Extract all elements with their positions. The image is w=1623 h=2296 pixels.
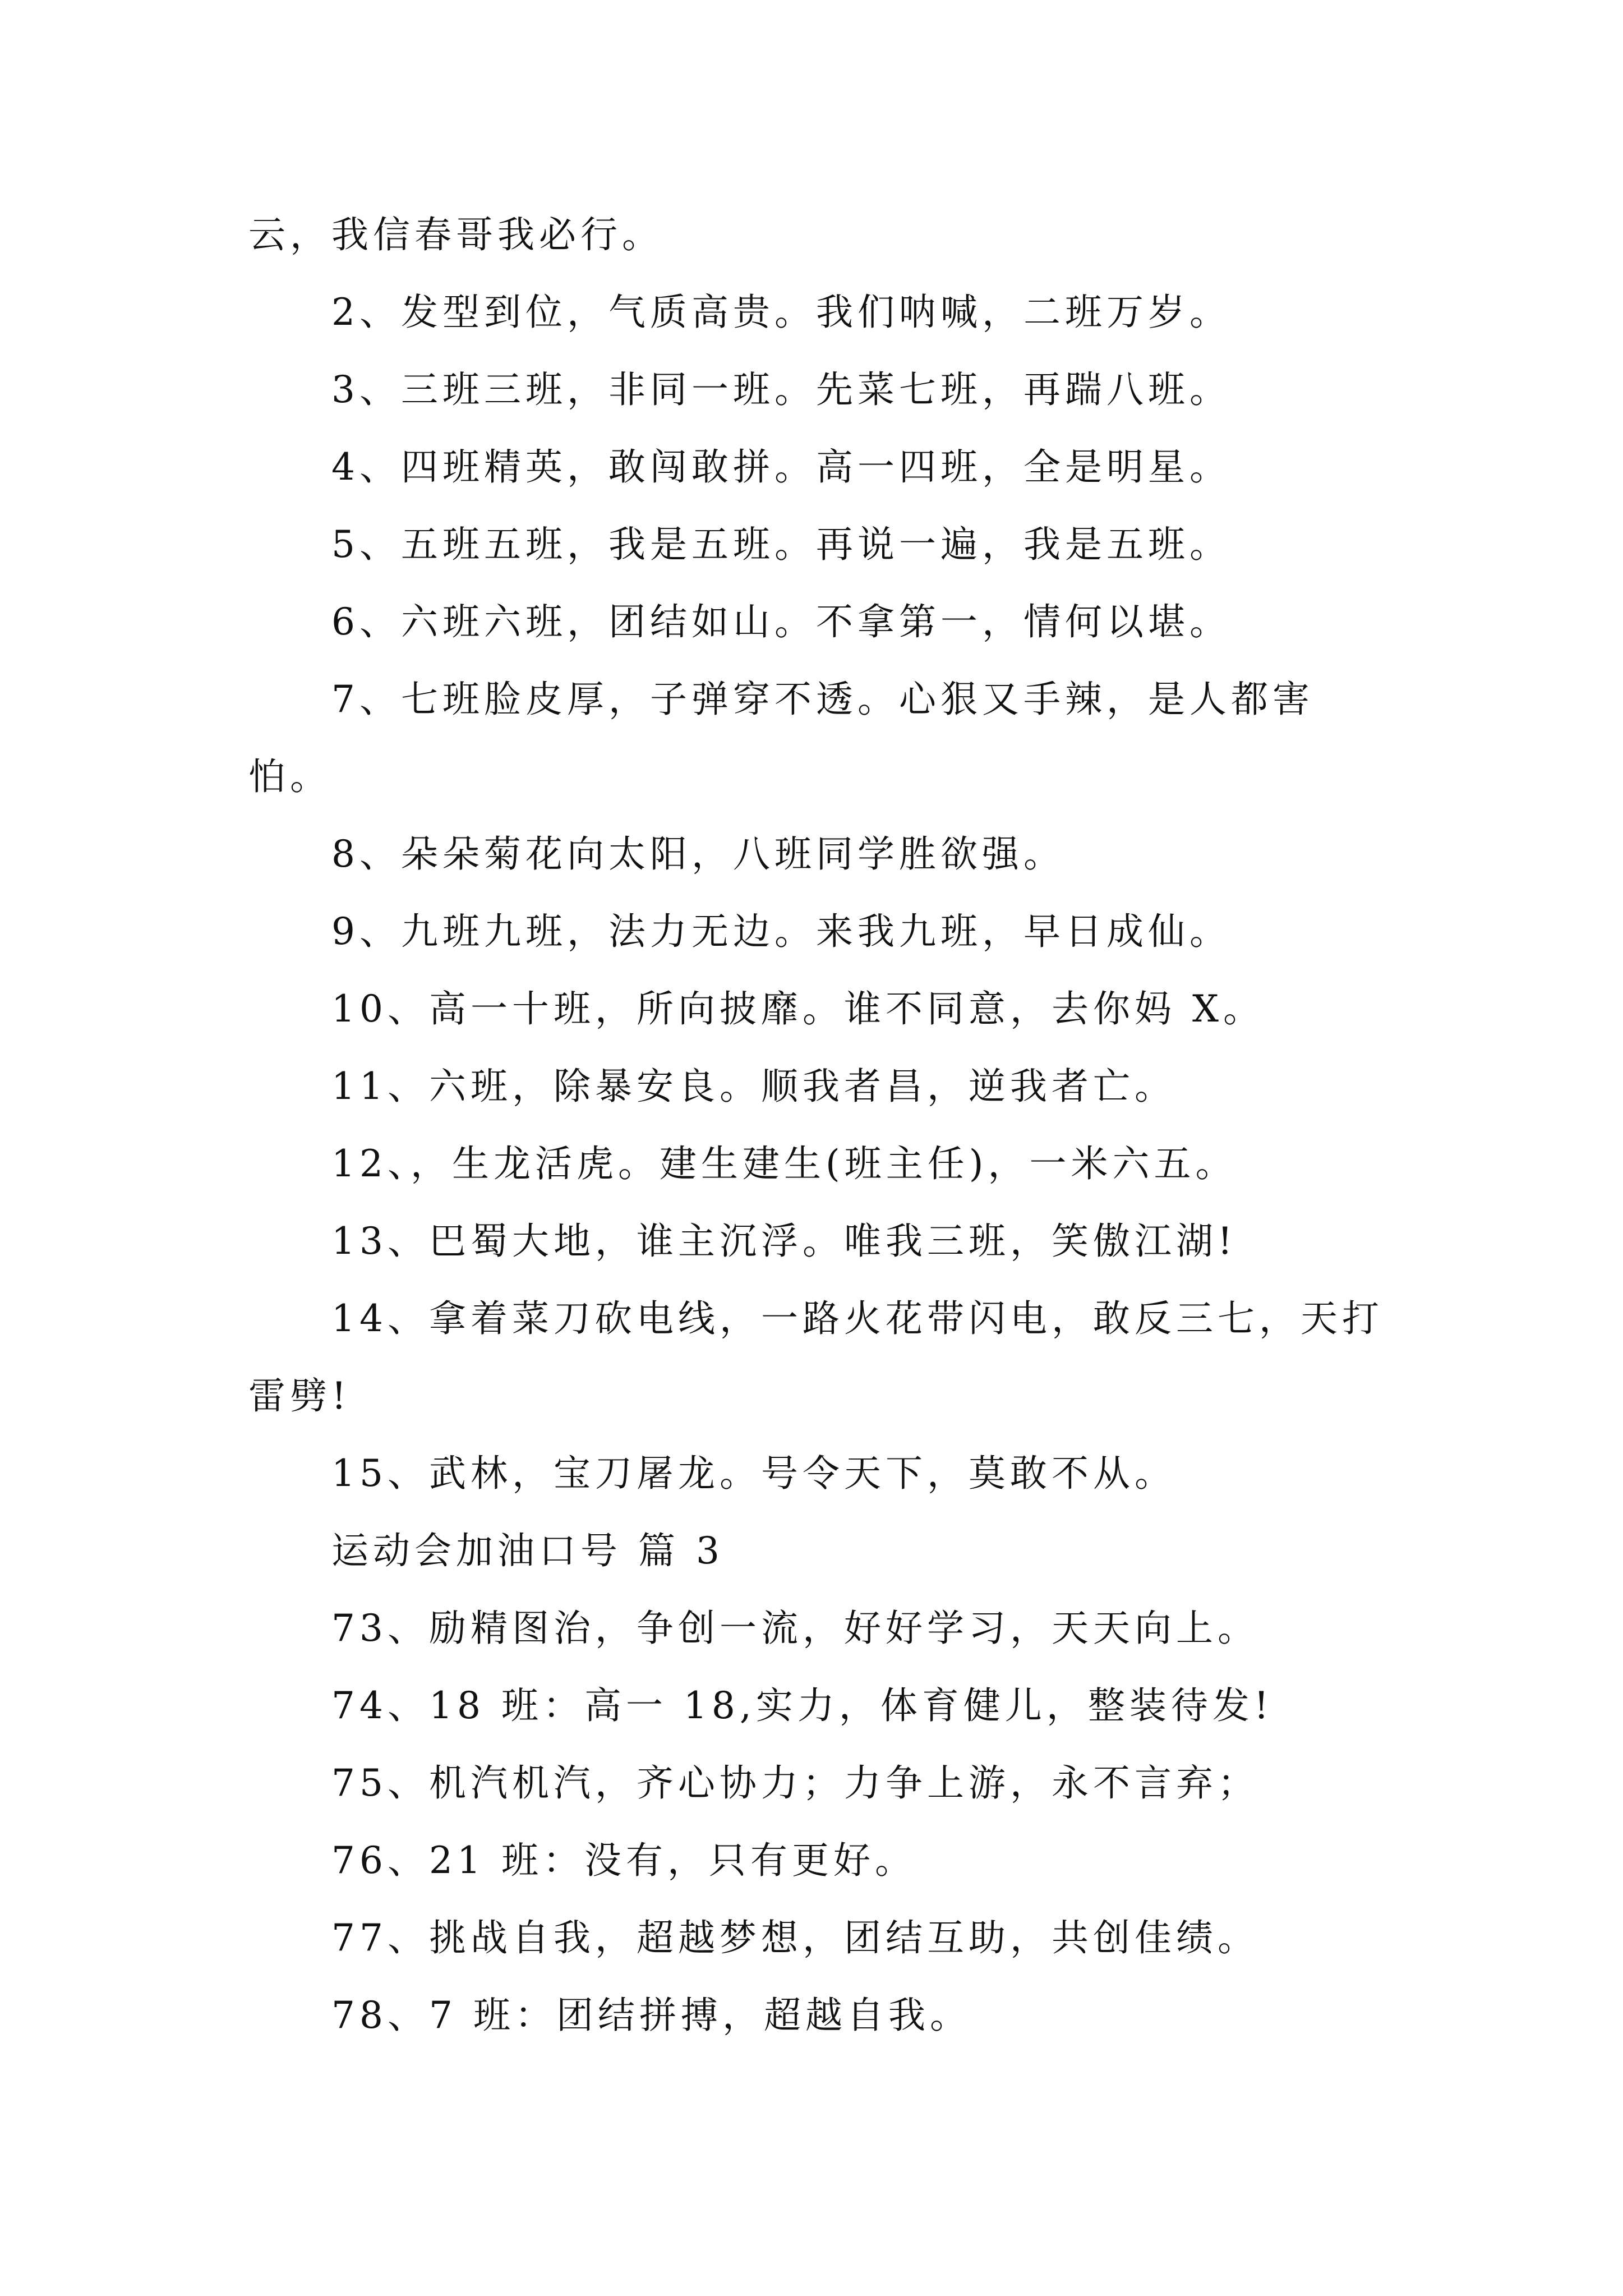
paragraph: 78、7 班：团结拼搏，超越自我。 <box>331 1994 971 2037</box>
paragraph: 76、21 班：没有，只有更好。 <box>331 1839 916 1882</box>
paragraph: 7、七班脸皮厚，子弹穿不透。心狠又手辣，是人都害怕。 <box>248 678 1314 798</box>
paragraph: 14、拿着菜刀砍电线，一路火花带闪电，敢反三七，天打雷劈! <box>248 1297 1384 1418</box>
paragraph: 9、九班九班，法力无边。来我九班，早日成仙。 <box>331 910 1231 953</box>
paragraph: 4、四班精英，敢闯敢拼。高一四班，全是明星。 <box>331 445 1231 489</box>
paragraph: 11、六班，除暴安良。顺我者昌，逆我者亡。 <box>331 1065 1176 1108</box>
paragraph: 3、三班三班，非同一班。先菜七班，再踹八班。 <box>331 368 1231 411</box>
paragraph: 10、高一十班，所向披靡。谁不同意，去你妈 X。 <box>331 987 1265 1030</box>
paragraph: 5、五班五班，我是五班。再说一遍，我是五班。 <box>331 523 1231 566</box>
paragraph: 13、巴蜀大地，谁主沉浮。唯我三班，笑傲江湖! <box>331 1220 1237 1263</box>
paragraph: 75、机汽机汽，齐心协力；力争上游，永不言弃； <box>331 1761 1259 1805</box>
paragraph: 2、发型到位，气质高贵。我们呐喊，二班万岁。 <box>331 291 1231 334</box>
paragraph: 74、18 班：高一 18,实力，体育健儿，整装待发! <box>331 1684 1274 1727</box>
paragraph: 6、六班六班，团结如山。不拿第一，情何以堪。 <box>331 600 1231 643</box>
document-body <box>248 196 1387 2054</box>
paragraph: 77、挑战自我，超越梦想，团结互助，共创佳绩。 <box>331 1916 1259 1959</box>
section-heading: 运动会加油口号 篇 3 <box>331 1529 724 1572</box>
paragraph: 云，我信春哥我必行。 <box>248 213 663 256</box>
paragraph: 12、，生龙活虎。建生建生(班主任)，一米六五。 <box>331 1142 1237 1185</box>
paragraph: 8、朵朵菊花向太阳，八班同学胜欲强。 <box>331 832 1065 876</box>
paragraph: 73、励精图治，争创一流，好好学习，天天向上。 <box>331 1607 1259 1650</box>
paragraph: 15、武林，宝刀屠龙。号令天下，莫敢不从。 <box>331 1452 1176 1495</box>
